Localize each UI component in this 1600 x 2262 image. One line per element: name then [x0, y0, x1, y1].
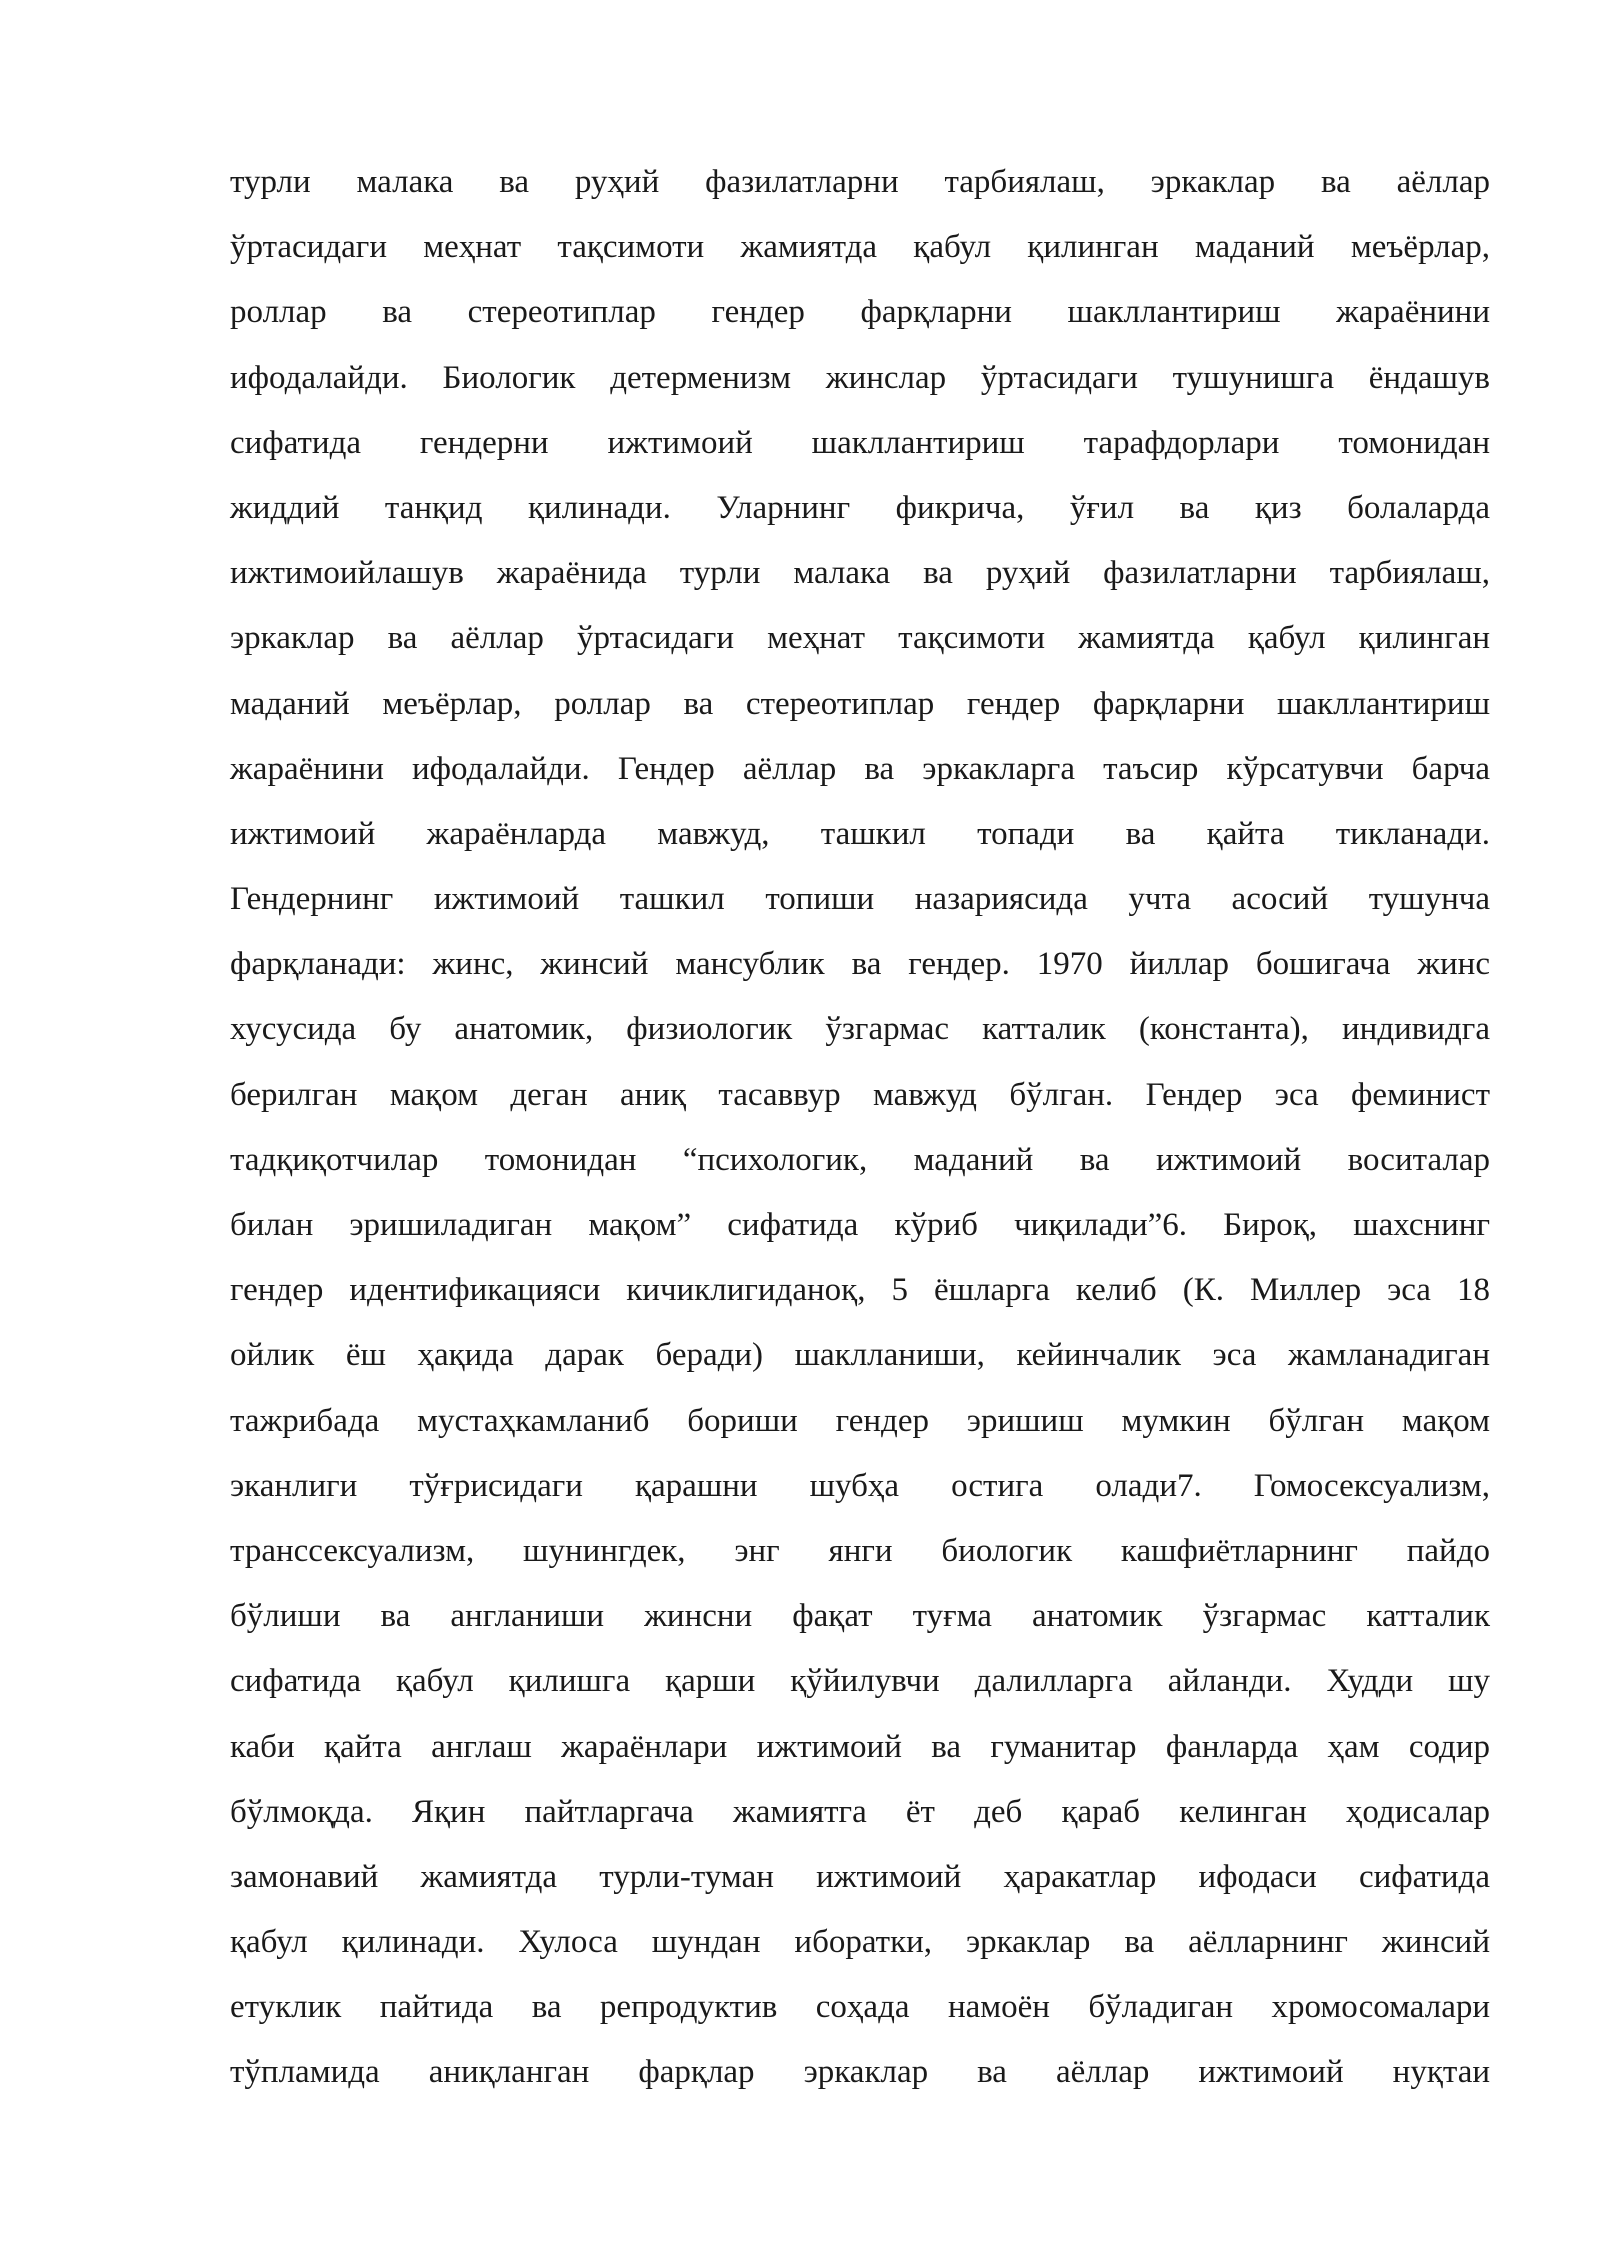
text-line: эркаклар ва аёллар ўртасидаги меҳнат тақсимоти жамиятда қабул қилинган [230, 620, 1490, 657]
text-line: билан эришиладиган мақом” сифатида кўриб чиқилади”6. Бироқ, шахснинг [230, 1207, 1490, 1243]
text-line: бўлмоқда. Яқин пайтларгача жамиятга ёт деб қараб келинган ҳодисалар [230, 1793, 1490, 1830]
text-line: транссексуализм, шунингдек, энг янги биологик кашфиётларнинг пайдо [230, 1532, 1490, 1569]
text-line: замонавий жамиятда турли-туман ижтимоий ҳаракатлар ифодаси сифатида [230, 1858, 1490, 1895]
text-line: тўпламида аниқланган фарқлар эркаклар ва аёллар ижтимоий нуқтаи [230, 2054, 1490, 2091]
text-line: ўртасидаги меҳнат тақсимоти жамиятда қабул қилинган маданий меъёрлар, [230, 229, 1490, 266]
body-text [230, 150, 1490, 2106]
text-line: тажрибада мустаҳкамланиб бориши гендер эришиш мумкин бўлган мақом [230, 1402, 1490, 1439]
text-line: ойлик ёш ҳақида дарак беради) шаклланиши, кейинчалик эса жамланадиган [230, 1337, 1490, 1374]
text-line: фарқланади: жинс, жинсий мансублик ва гендер. 1970 йиллар бошигача жинс [230, 946, 1490, 983]
text-line: маданий меъёрлар, роллар ва стереотиплар гендер фарқларни шакллантириш [230, 685, 1490, 722]
text-line: ижтимоийлашув жараёнида турли малака ва руҳий фазилатларни тарбиялаш, [230, 555, 1490, 592]
text-line: сифатида гендерни ижтимоий шакллантириш тарафдорлари томонидан [230, 424, 1490, 461]
text-line: турли малака ва руҳий фазилатларни тарбиялаш, эркаклар ва аёллар [230, 164, 1490, 200]
text-line: роллар ва стереотиплар гендер фарқларни шакллантириш жараёнини [230, 294, 1490, 331]
text-line: берилган мақом деган аниқ тасаввур мавжуд бўлган. Гендер эса феминист [230, 1076, 1490, 1113]
text-line: ифодалайди. Биологик детерменизм жинслар ўртасидаги тушунишга ёндашув [230, 359, 1490, 396]
text-line: етуклик пайтида ва репродуктив соҳада намоён бўладиган хромосомалари [230, 1989, 1490, 2026]
text-line: хусусида бу анатомик, физиологик ўзгармас катталик (константа), индивидга [230, 1011, 1490, 1048]
text-line: бўлиши ва англаниши жинсни фақат туғма анатомик ўзгармас катталик [230, 1598, 1490, 1635]
text-line: тадқиқотчилар томонидан “психологик, маданий ва ижтимоий воситалар [230, 1141, 1490, 1178]
text-line: қабул қилинади. Хулоса шундан иборатки, эркаклар ва аёлларнинг жинсий [230, 1924, 1490, 1961]
text-line: жиддий танқид қилинади. Уларнинг фикрича, ўғил ва қиз болаларда [230, 489, 1490, 526]
text-line: ижтимоий жараёнларда мавжуд, ташкил топади ва қайта тикланади. [230, 815, 1490, 852]
text-line: сифатида қабул қилишга қарши қўйилувчи далилларга айланди. Худди шу [230, 1663, 1490, 1700]
text-line: жараёнини ифодалайди. Гендер аёллар ва эркакларга таъсир кўрсатувчи барча [230, 750, 1490, 787]
text-line: Гендернинг ижтимоий ташкил топиши назариясида учта асосий тушунча [230, 881, 1490, 918]
text-line: каби қайта англаш жараёнлари ижтимоий ва гуманитар фанларда ҳам содир [230, 1728, 1490, 1765]
text-line: гендер идентификацияси кичиклигиданоқ, 5 ёшларга келиб (К. Миллер эса 18 [230, 1272, 1490, 1309]
text-line: эканлиги тўғрисидаги қарашни шубҳа остига олади7. Гомосексуализм, [230, 1467, 1490, 1504]
